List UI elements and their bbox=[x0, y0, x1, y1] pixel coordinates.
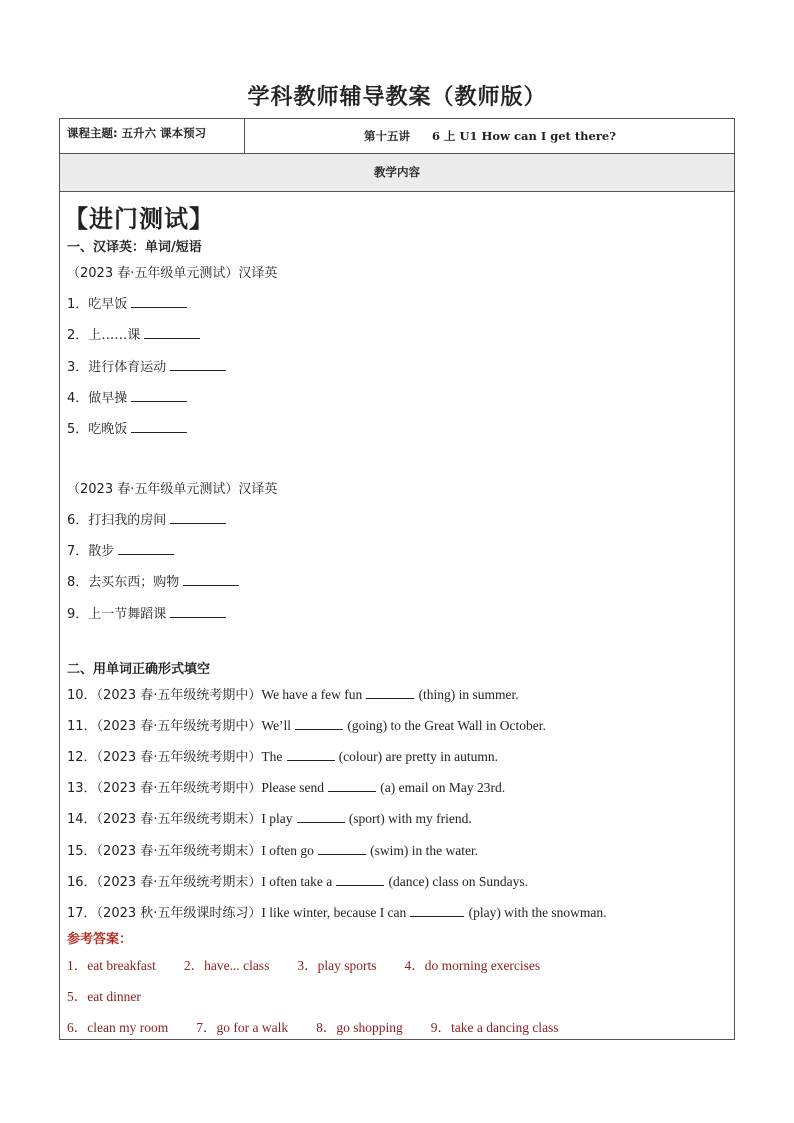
list-item: 1．吃早饭 bbox=[67, 293, 187, 312]
answers-row bbox=[67, 954, 568, 974]
lesson-table bbox=[59, 118, 735, 1040]
part2-title: 二、用单词正确形式填空 bbox=[67, 662, 211, 677]
list-item: 9．上一节舞蹈课 bbox=[67, 603, 226, 622]
list-item: 6．打扫我的房间 bbox=[67, 509, 226, 528]
answer-item: 8．go shopping bbox=[316, 1020, 403, 1035]
content-heading: 教学内容 bbox=[60, 154, 734, 192]
list-item: 12．（2023 春·五年级统考期中）The (colour) are pretty in autumn. bbox=[67, 749, 499, 765]
section-title: 【进门测试】 bbox=[64, 205, 214, 233]
list-item: 13．（2023 春·五年级统考期中）Please send (a) email on May 23rd. bbox=[67, 780, 506, 796]
topic-label: 课程主题: bbox=[67, 126, 118, 140]
list-item: 2．上……课 bbox=[67, 324, 200, 343]
list-item: 15．（2023 春·五年级统考期末）I often go (swim) in the water. bbox=[67, 843, 479, 859]
unit-title: 6 上 U1 How can I get there? bbox=[432, 129, 616, 143]
answer-item: 7．go for a walk bbox=[196, 1020, 289, 1035]
part1-source-b: （2023 春·五年级单元测试）汉译英 bbox=[67, 482, 278, 497]
answers-row bbox=[67, 985, 169, 1005]
answers-row bbox=[67, 1016, 587, 1036]
list-item: 3．进行体育运动 bbox=[67, 356, 226, 375]
list-item: 10．（2023 春·五年级统考期中）We have a few fun (thing) in summer. bbox=[67, 687, 519, 703]
list-item: 11．（2023 春·五年级统考期中）We’ll (going) to the Great Wall in October. bbox=[67, 718, 546, 734]
list-item: 5．吃晚饭 bbox=[67, 418, 187, 437]
list-item: 14．（2023 春·五年级统考期末）I play (sport) with my friend. bbox=[67, 811, 472, 827]
answer-item: 6．clean my room bbox=[67, 1020, 169, 1035]
list-item: 17．（2023 秋·五年级课时练习）I like winter, because I can (play) with the snowman. bbox=[67, 905, 607, 921]
answers-label: 参考答案： bbox=[67, 932, 133, 947]
part1-source-a: （2023 春·五年级单元测试）汉译英 bbox=[67, 266, 278, 281]
answer-item: 3．play sports bbox=[297, 958, 377, 973]
answer-item: 4．do morning exercises bbox=[404, 958, 541, 973]
list-item: 16．（2023 春·五年级统考期末）I often take a (dance) class on Sundays. bbox=[67, 874, 528, 890]
header-row bbox=[60, 119, 734, 154]
lecture-number: 第十五讲 bbox=[364, 129, 411, 143]
course-topic-cell bbox=[60, 119, 245, 153]
lecture-cell bbox=[246, 119, 734, 153]
answer-item: 9．take a dancing class bbox=[430, 1020, 559, 1035]
answer-item: 5．eat dinner bbox=[67, 989, 141, 1004]
topic-value: 五升六 课本预习 bbox=[121, 126, 207, 140]
list-item: 7．散步 bbox=[67, 540, 174, 559]
list-item: 8．去买东西；购物 bbox=[67, 571, 239, 590]
answer-item: 2．have... class bbox=[183, 958, 270, 973]
list-item: 4．做早操 bbox=[67, 387, 187, 406]
page-title: 学科教师辅导教案（教师版） bbox=[247, 85, 547, 110]
part1-title: 一、汉译英：单词/短语 bbox=[67, 240, 202, 255]
answer-item: 1．eat breakfast bbox=[67, 958, 156, 973]
